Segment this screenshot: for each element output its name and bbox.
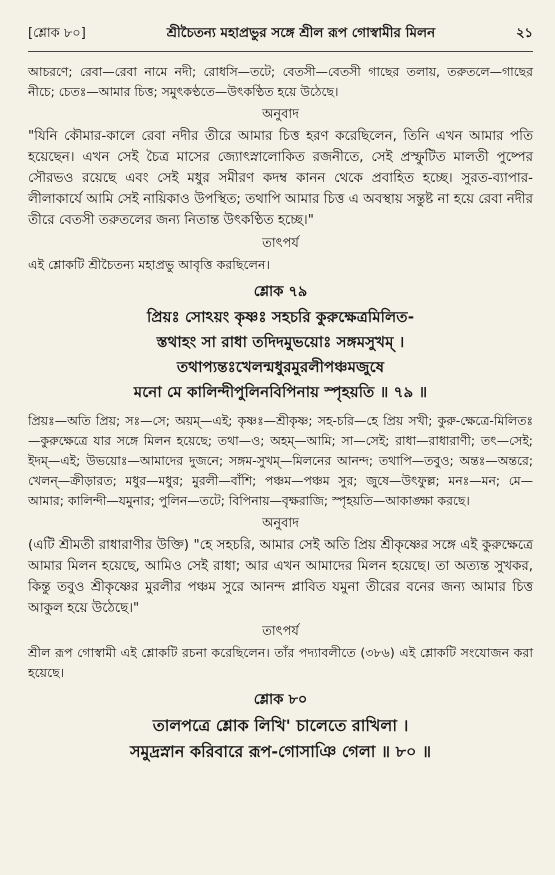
- verse-80-line: তালপত্রে শ্লোক লিখি' চালেতে রাখিলা ।: [152, 716, 409, 735]
- page-header: [28, 22, 533, 52]
- verse-80-title: শ্লোক ৮০: [253, 692, 308, 708]
- word-gloss-top: আচরণে; রেবা—রেবা নামে নদী; রোধসি—তটে; বেতসী—বেতসী গাছের তলায়, তরুতলে—গাছের নীচে; চেতঃ—আমার চিত্ত; সমুৎকণ্ঠতে—উৎকণ্ঠিত হয়ে উঠেছে।: [28, 64, 533, 99]
- purport-2: শ্রীল রূপ গোস্বামী এই শ্লোকটি রচনা করেছিলেন। তাঁর পদ্যাবলীতে (৩৮৬) এই শ্লোকটি সংযোজন করা হয়েছে।: [28, 645, 533, 680]
- verse-79-line: মনো মে কালিন্দীপুলিনবিপিনায় স্পৃহয়তি ॥ ৭৯ ॥: [133, 383, 428, 401]
- header-verse-ref: [শ্লোক ৮০]: [28, 26, 86, 41]
- verse-79-line: প্রিয়ঃ সোঽয়ং কৃষ্ণঃ সহচরি কুরুক্ষেত্রমিলিত-: [146, 308, 415, 326]
- header-title: শ্রীচৈতন্য মহাপ্রভুর সঙ্গে শ্রীল রূপ গোস্বামীর মিলন: [166, 25, 436, 41]
- verse-80-line: সমুদ্রস্নান করিবারে রূপ-গোসাঞি গেলা ॥ ৮০ ॥: [129, 742, 432, 761]
- verse-79-line: স্তথাহং সা রাধা তদিদমুভয়োঃ সঙ্গমসুখম্ ।: [156, 333, 405, 351]
- verse-79-line: তথাপ্যন্তঃখেলন্মধুরমুরলীপঞ্চমজুষে: [176, 358, 385, 376]
- purport-label-1: তাৎপর্য: [262, 236, 299, 251]
- purport-label-2: তাৎপর্য: [262, 624, 299, 639]
- translation-label-2: অনুবাদ: [262, 516, 299, 531]
- verse-80: [28, 713, 533, 765]
- verse-79: [28, 305, 533, 405]
- translation-1: "যিনি কৌমার-কালে রেবা নদীর তীরে আমার চিত্ত হরণ করেছিলেন, তিনি এখন আমার পতি হয়েছেন। এখন সেই চৈত্র মাসের জ্যোৎস্নালোকিত রজনীতে, সেই প্রস্ফুটিত মালতী পুষ্পের সৌরভও রয়েছে এবং সেই মধুর সমীরণ কদম্ব কানন থেকে প্রবাহিত হচ্ছে। সুরত-ব্যাপার-লীলাকার্যে আমি সেই নায়িকাও উপস্থিত; তথাপি আমার চিত্ত এ অবস্থায় সন্তুষ্ট না হয়ে রেবা নদীর তীরে বেতসী তরুতলের জন্য নিতান্ত উৎকণ্ঠিত হচ্ছে।": [28, 129, 533, 228]
- word-gloss-79: প্রিয়ঃ—অতি প্রিয়; সঃ—সে; অয়ম্—এই; কৃষ্ণঃ—শ্রীকৃষ্ণ; সহ-চরি—হে প্রিয় সখী; কুরু-ক্ষেত্রে-মিলিতঃ—কুরুক্ষেত্রে যার সঙ্গে মিলন হয়েছে; তথা—ও; অহম্—আমি; সা—সেই; রাধা—রাধারাণী; তৎ—সেই; ইদম্—এই; উভয়োঃ—আমাদের দুজনে; সঙ্গম-সুখম্—মিলনের আনন্দ; তথাপি—তবুও; অন্তঃ—অন্তরে; খেলন্—ক্রীড়ারত; মধুর—মধুর; মুরলী—বাঁশি; পঞ্চম—পঞ্চম সুর; জুষে—উৎফুল্ল; মনঃ—মন; মে—আমার; কালিন্দী—যমুনার; পুলিন—তটে; বিপিনায়—বৃক্ষরাজি; স্পৃহয়তি—আকাঙ্ক্ষা করছে।: [28, 413, 533, 508]
- translation-label-1: অনুবাদ: [262, 107, 299, 122]
- translation-2: (এটি শ্রীমতী রাধারাণীর উক্তি) "হে সহচরি, আমার সেই অতি প্রিয় শ্রীকৃষ্ণের সঙ্গে এই কুরুক্ষেত্রে আমার মিলন হয়েছে, আমিও সেই রাধা; আর এখন আমাদের মিলন হয়েছে। তা অত্যন্ত সুখকর, কিন্তু তবুও শ্রীকৃষ্ণের মুরলীর পঞ্চম সুরে আনন্দ প্লাবিত যমুনা তীরের বনের জন্য আমার চিত্ত আকুল হয়ে উঠেছে।": [28, 538, 533, 616]
- page-number: ২১: [516, 26, 533, 41]
- verse-79-title: শ্লোক ৭৯: [253, 284, 308, 300]
- purport-1: এই শ্লোকটি শ্রীচৈতন্য মহাপ্রভু আবৃত্তি করছিলেন।: [28, 257, 271, 272]
